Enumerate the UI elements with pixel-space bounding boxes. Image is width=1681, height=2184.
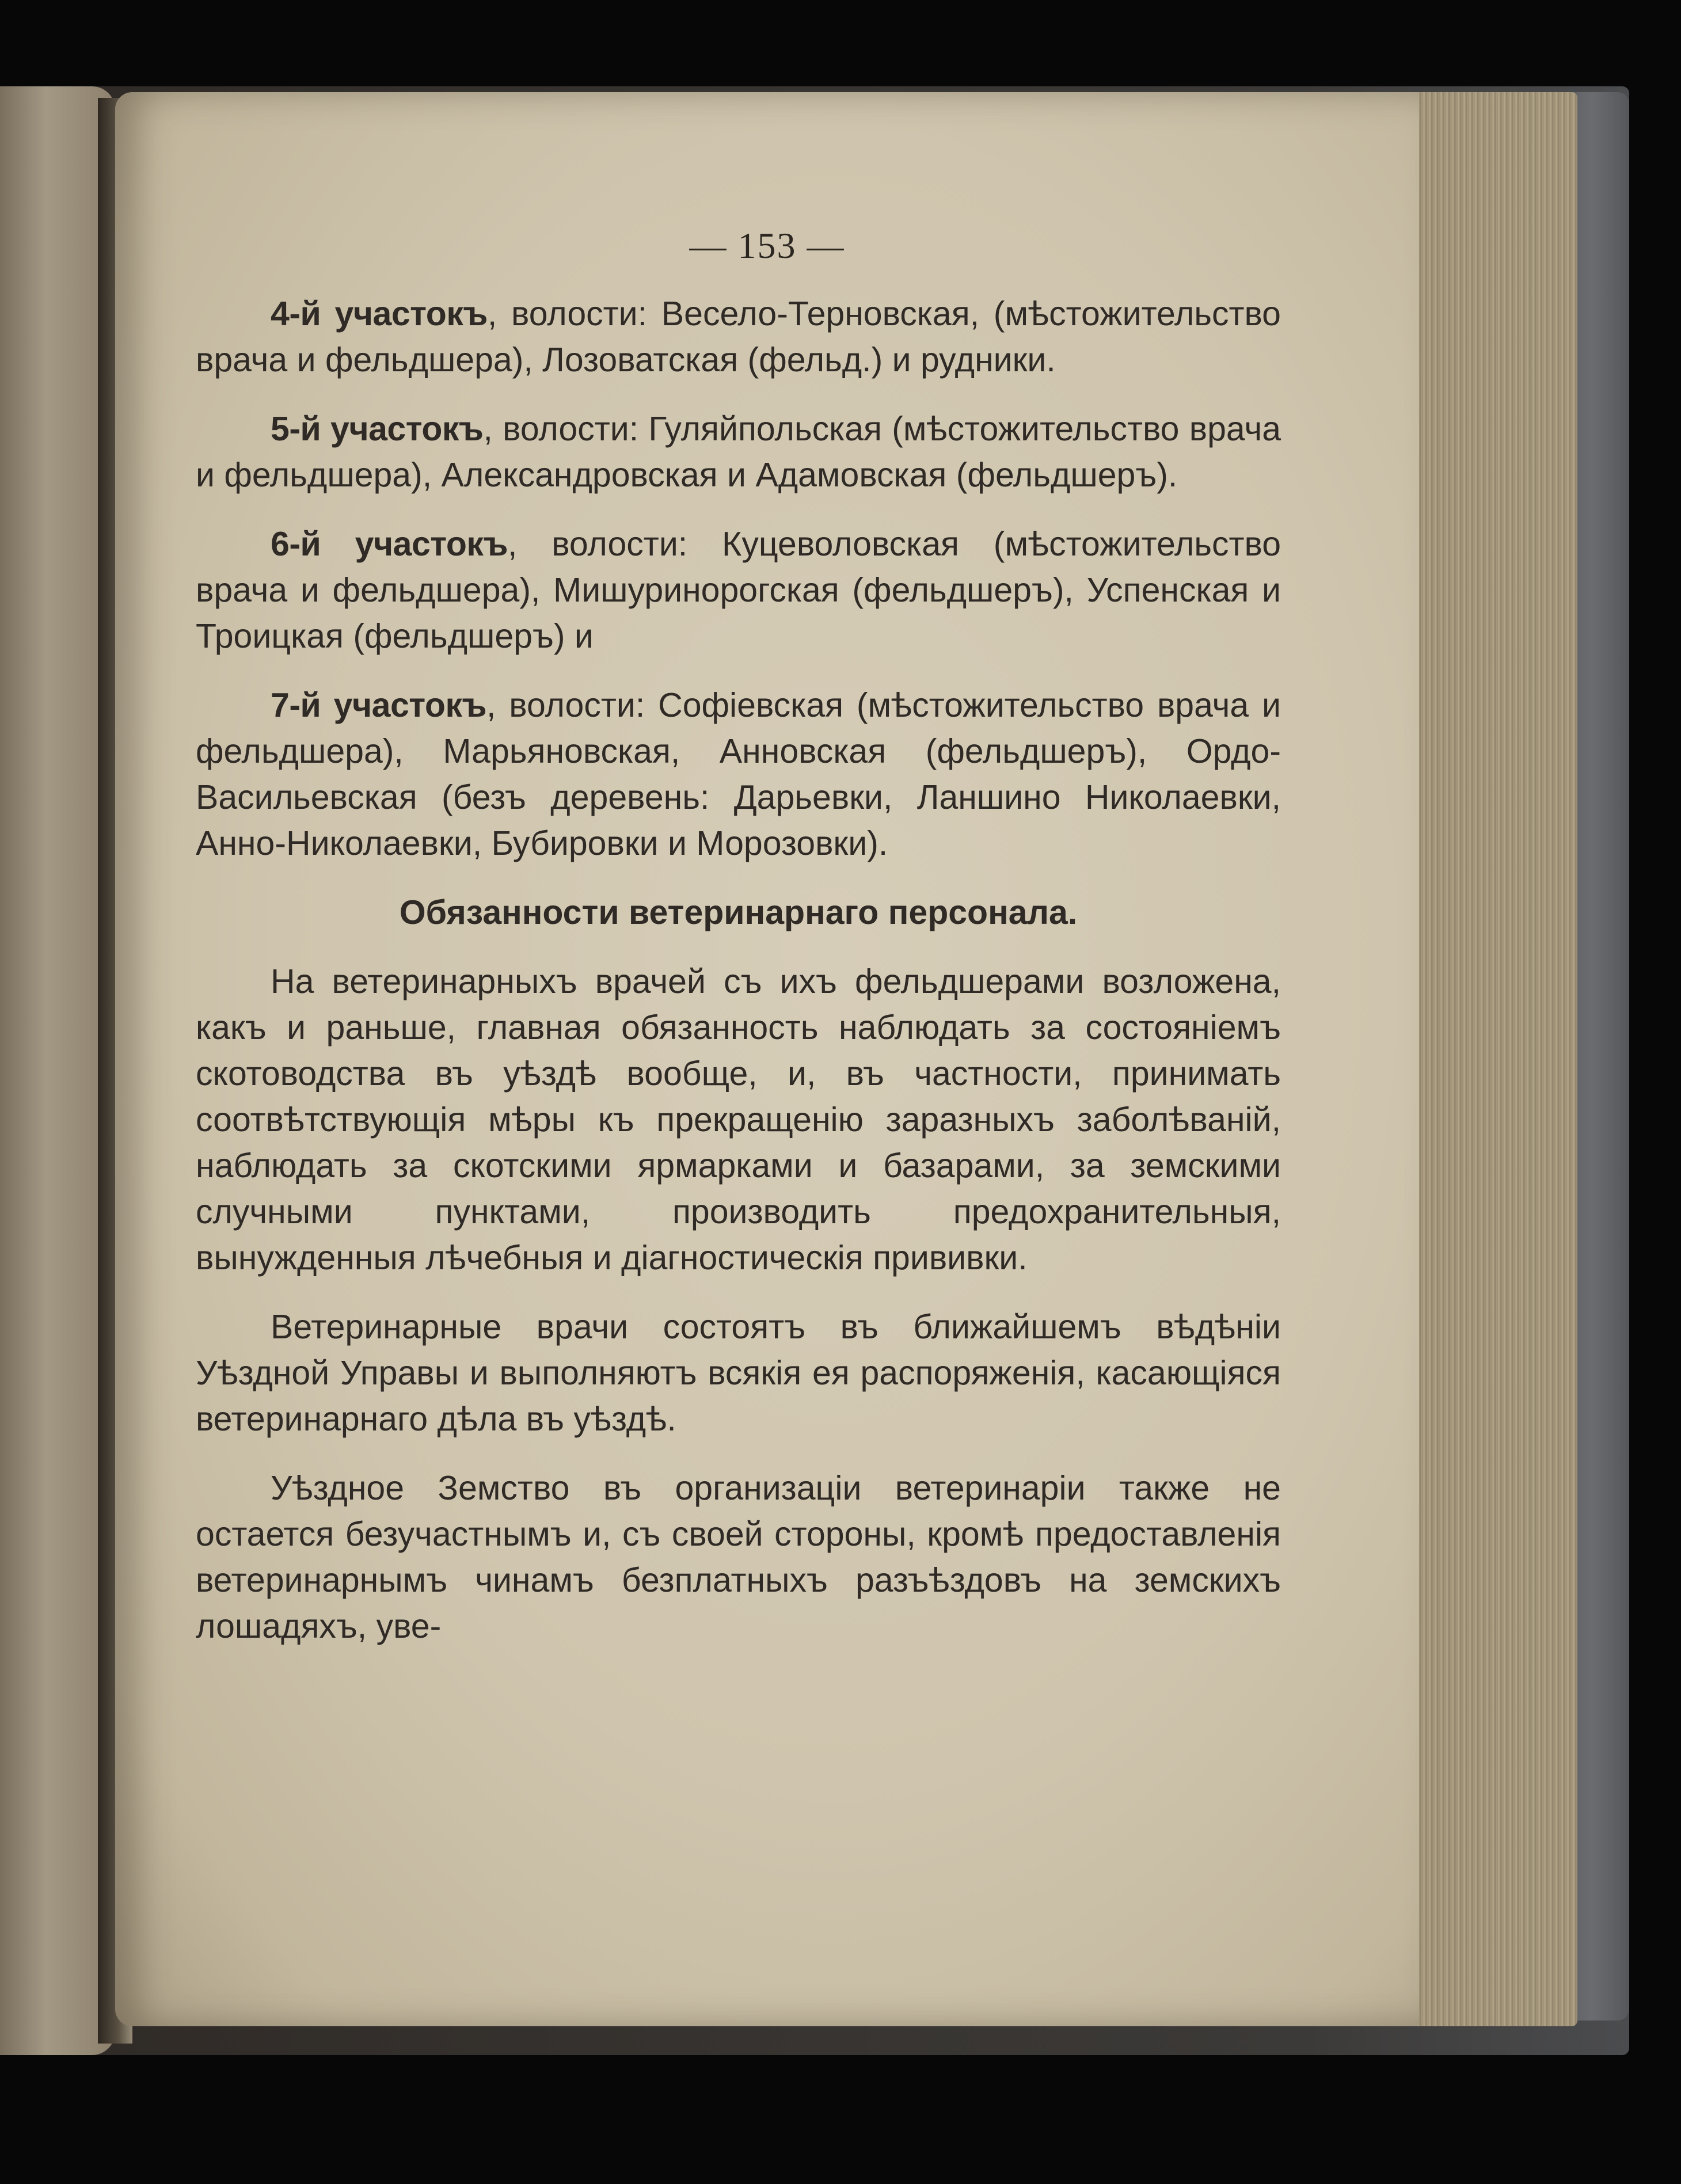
district-text: , волости: Софіевская (мѣстожительство врача и фельдшера), Марьяновская, Анновская (фельдшеръ), Ордо-Васильевская (безъ деревень: Дарьевки, Ланшино Николаевки, Анно-Николаевки, Бубировки и Морозовки). [196, 686, 1281, 862]
district-paragraph [196, 291, 1281, 383]
district-text: , волости: Весело-Терновская, (мѣстожительство врача и фельдшера), Лозоватская (фельд.) и рудники. [196, 295, 1281, 379]
page-text [196, 291, 1281, 1672]
district-text: , волости: Гуляйпольская (мѣстожительство врача и фельдшера), Александровская и Адамовская (фельдшеръ). [196, 410, 1281, 494]
district-paragraph [196, 406, 1281, 498]
body-paragraph: На ветеринарныхъ врачей съ ихъ фельдшерами возложена, какъ и раньше, главная обязанность наблюдать за состояніемъ скотоводства въ уѣздѣ вообще, и, въ частности, принимать соотвѣтствующія мѣры къ прекращенію заразныхъ заболѣваній, наблюдать за скотскими ярмарками и базарами, за земскими случными пунктами, производить предохранительныя, вынужденныя лѣчебныя и діагностическія прививки. [196, 962, 1281, 1277]
district-text: , волости: Куцеволовская (мѣстожительство врача и фельдшера), Мишуринорогская (фельдшеръ), Успенская и Троицкая (фельдшеръ) и [196, 525, 1281, 655]
body-paragraph: Ветеринарные врачи состоятъ въ ближайшемъ вѣдѣніи Уѣздной Управы и выполняютъ всякія ея распоряженія, касающіяся ветеринарнаго дѣла въ уѣздѣ. [196, 1308, 1281, 1438]
district-paragraph [196, 682, 1281, 866]
section-heading: Обязанности ветеринарнаго персонала. [399, 893, 1078, 931]
district-label: 7-й участокъ [271, 686, 486, 724]
district-paragraph [196, 521, 1281, 659]
district-label: 6-й участокъ [271, 525, 508, 563]
book-page [115, 92, 1419, 2026]
page-stack-edge [1410, 92, 1577, 2026]
district-label: 4-й участокъ [271, 295, 488, 333]
page-number: — 153 — [689, 225, 845, 266]
body-paragraph: Уѣздное Земство въ организаціи ветеринаріи также не остается безучастнымъ и, съ своей стороны, кромѣ предоставленія ветеринарнымъ чинамъ безплатныхъ разъѣздовъ на земскихъ лошадяхъ, уве- [196, 1469, 1281, 1645]
district-label: 5-й участокъ [271, 410, 484, 448]
